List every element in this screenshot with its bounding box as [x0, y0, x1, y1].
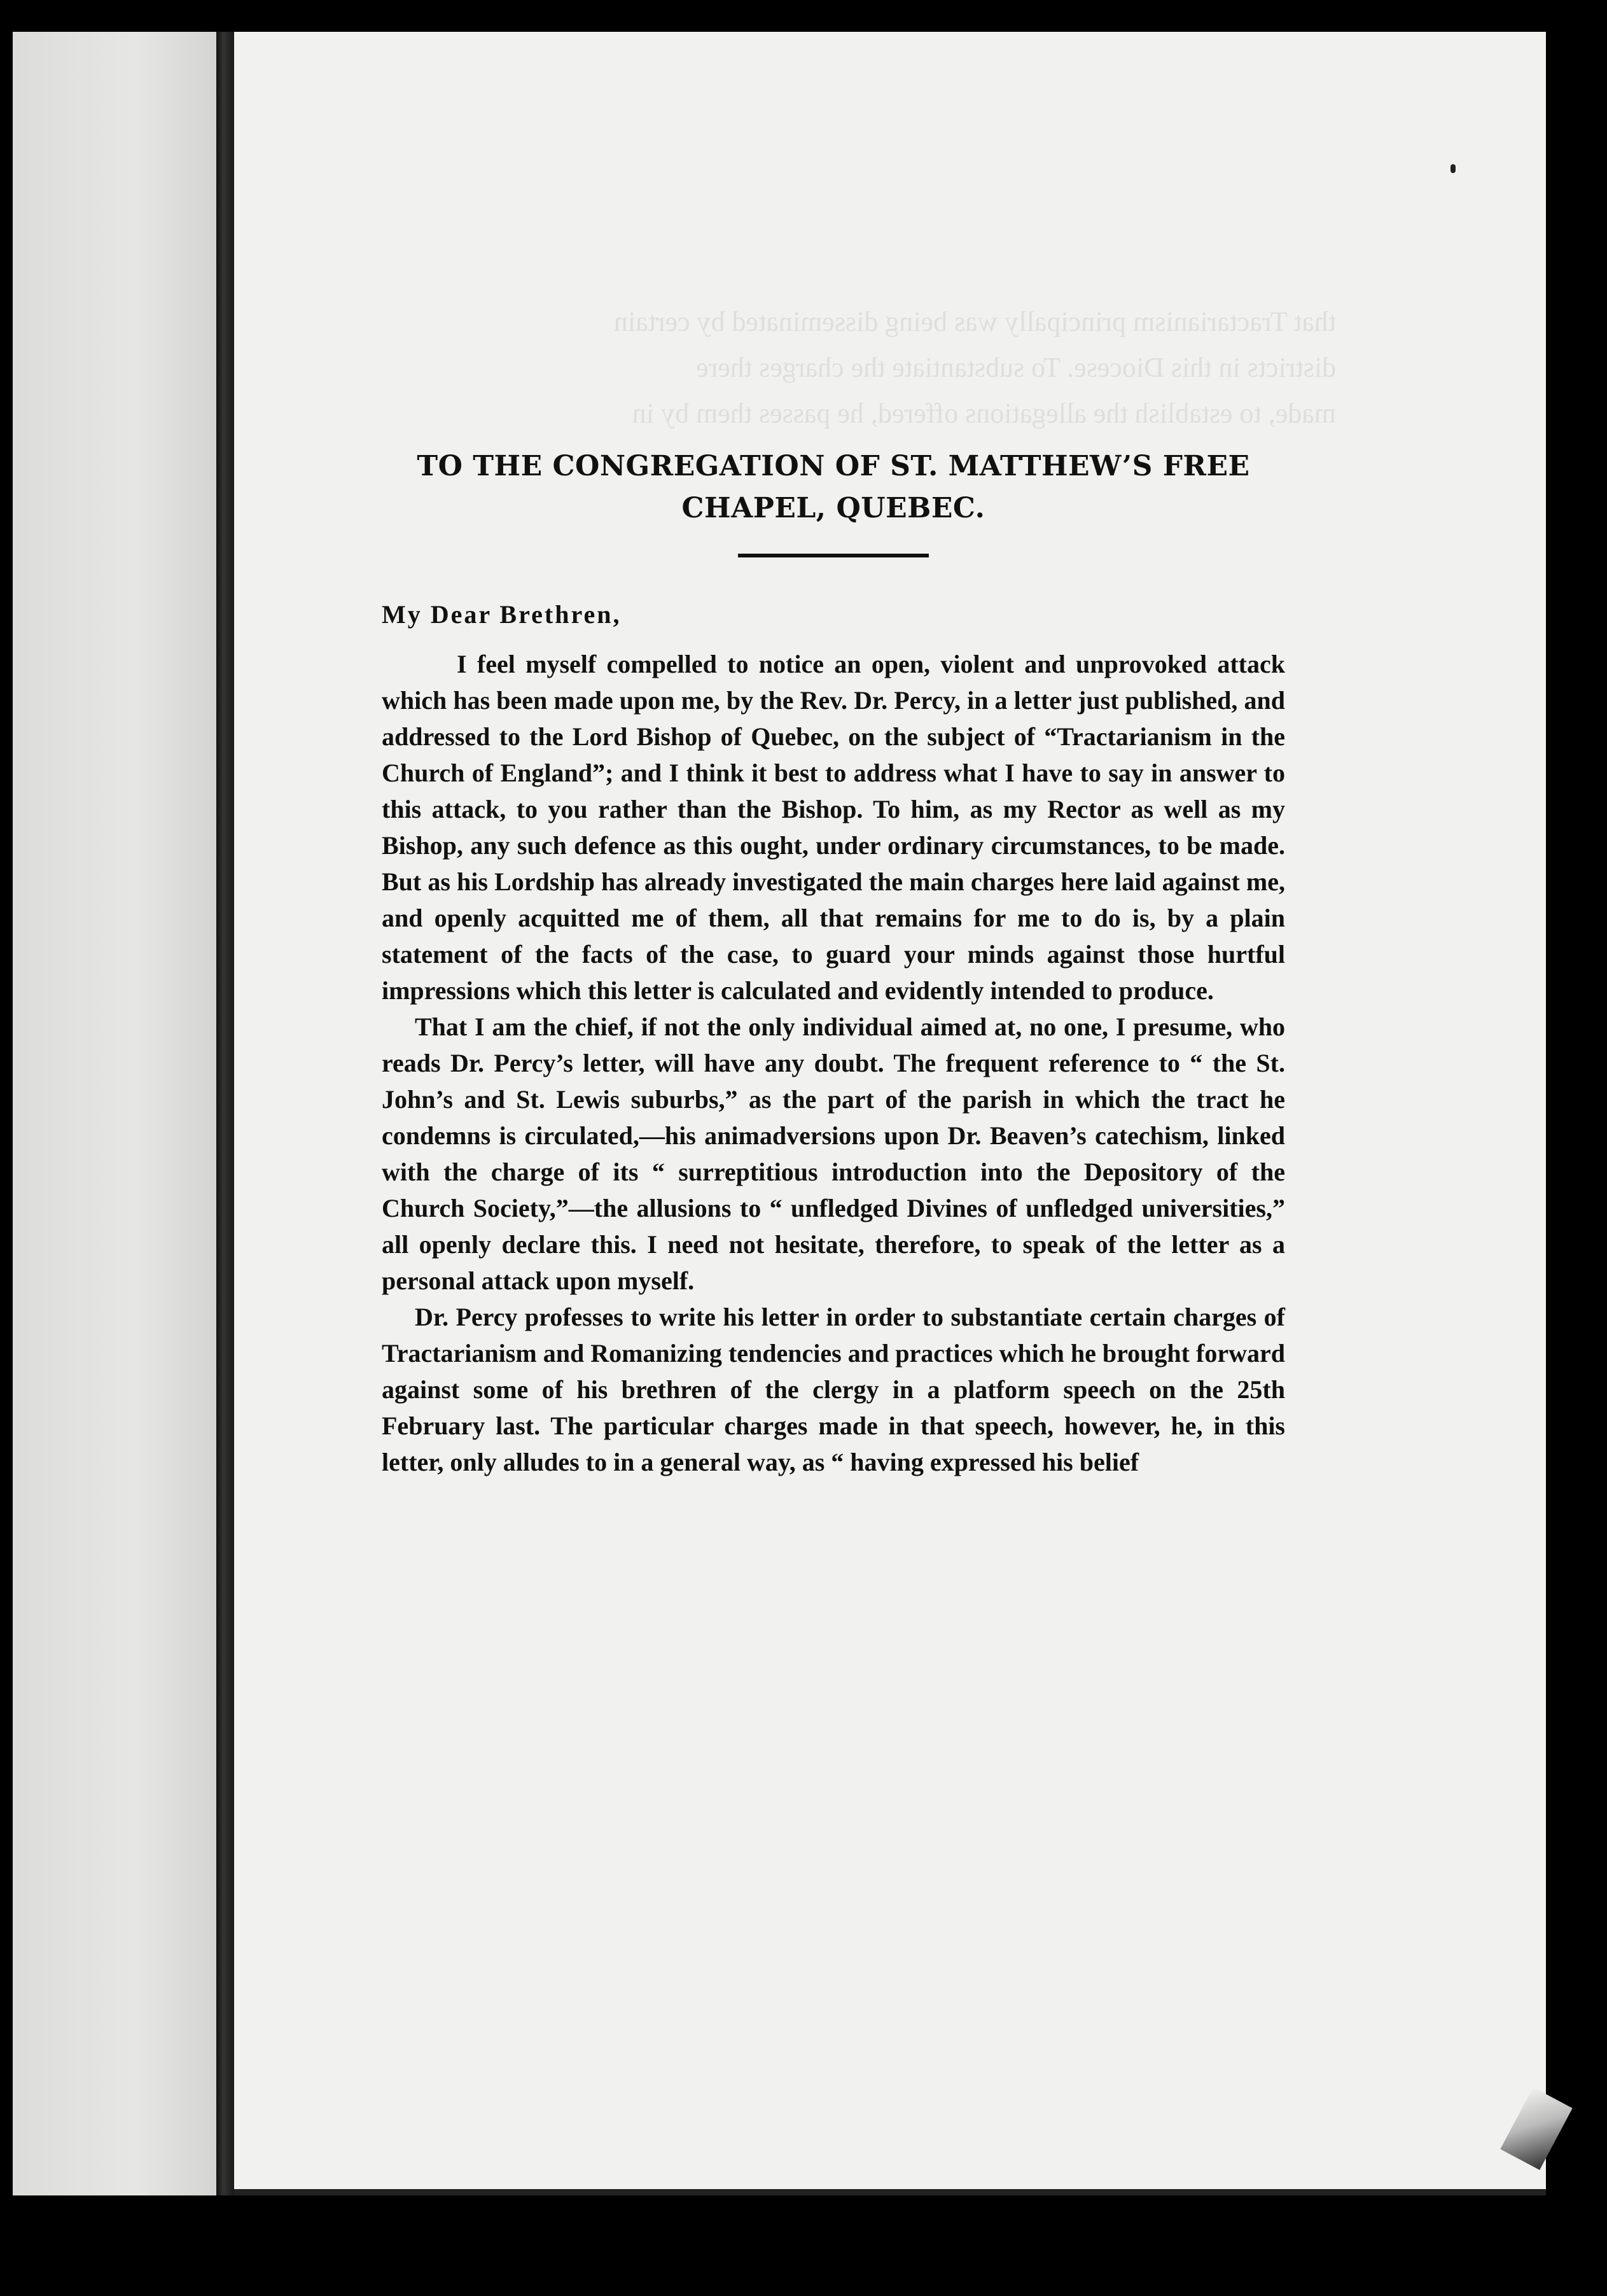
bleed-through-text: that Tractarianism principally was being disseminated by certain districts in this Diocese. To substantiate the charges there made, to establish the allegations offered, he passes them by in: [613, 306, 1336, 429]
paragraph-3: Dr. Percy professes to write his letter in order to substantiate certain charges of Tractarianism and Romanizing tendencies and practices which he brought forward against some of his brethren of the clergy in a platform speech on the 25th February last. The particular charges made in that speech, however, he, in this letter, only alludes to in a general way, as “ having expressed his belief: [382, 1303, 1285, 1476]
paragraph-1: I feel myself compelled to notice an open, violent and unprovoked attack which has been made upon me, by the Rev. Dr. Percy, in a letter just published, and addressed to the Lord Bishop of Quebec, on the subject of “Tractarianism in the Church of England”; and I think it best to address what I have to say in answer to this attack, to you rather than the Bishop. To him, as my Rector as well as my Bishop, any such defence as this ought, under ordinary circumstances, to be made. But as his Lordship has already investigated the main charges here laid against me, and openly acquitted me of them, all that remains for me to do is, by a plain statement of the facts of the case, to guard your minds against those hurtful impressions which this letter is calculated and evidently intended to produce.: [382, 650, 1285, 1005]
facing-page-edge: [13, 32, 216, 2195]
paragraph-2: That I am the chief, if not the only individual aimed at, no one, I presume, who reads Dr. Percy’s letter, will have any doubt. The frequent reference to “ the St. John’s and St. Lewis suburbs,” as the part of the parish in which the tract he condemns is circulated,—his animadversions upon Dr. Beaven’s catechism, linked with the charge of its “ surreptitious introduction into the Depository of the Church Society,”—the allusions to “ unfledged Divines of unfledged universities,” all openly declare this. I need not hesitate, therefore, to speak of the letter as a personal attack upon myself.: [382, 1012, 1285, 1295]
document-title: [382, 445, 1285, 529]
document-body: [382, 445, 1285, 1480]
title-rule: [738, 554, 929, 557]
binding-gutter: [216, 32, 234, 2195]
title-line-2: CHAPEL, QUEBEC.: [681, 492, 985, 524]
title-line-1: TO THE CONGREGATION OF ST. MATTHEW’S FREE: [417, 450, 1250, 482]
salutation: My Dear Brethren,: [382, 600, 622, 629]
page-bottom-edge: [234, 2189, 1546, 2195]
ink-speck: [1450, 164, 1456, 173]
